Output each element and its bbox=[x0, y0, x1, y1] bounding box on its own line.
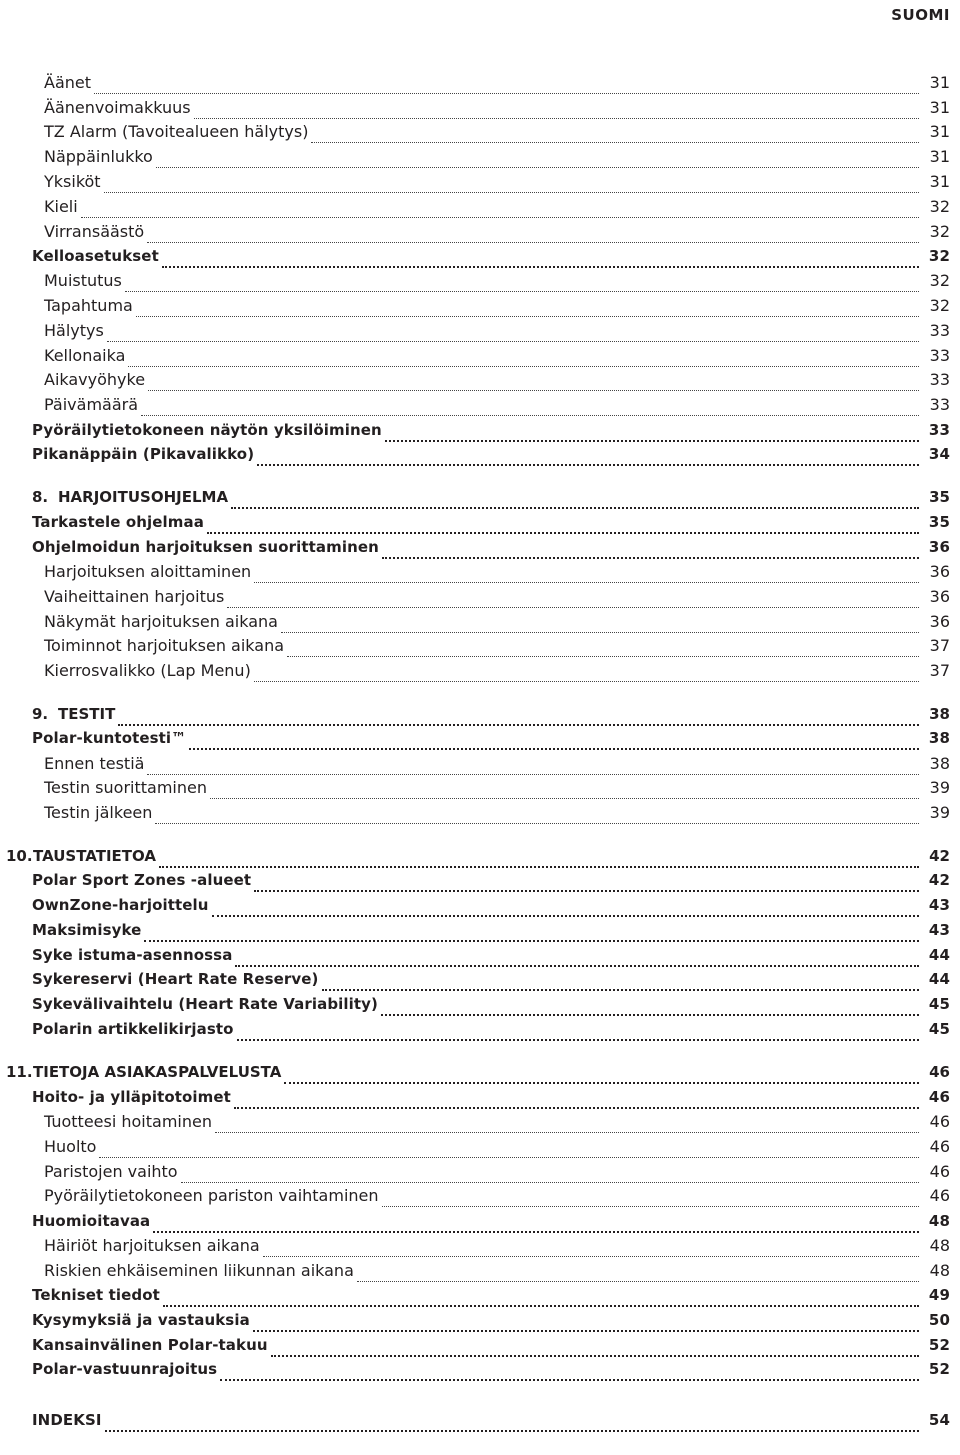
toc-entry[interactable] bbox=[0, 1109, 960, 1134]
toc-page-number: 36 bbox=[928, 537, 950, 556]
toc-page-number: 36 bbox=[929, 562, 950, 582]
toc-dot-leader bbox=[235, 949, 919, 967]
toc-entry-label: Hälytys bbox=[44, 320, 104, 340]
toc-entry[interactable] bbox=[0, 1408, 960, 1433]
toc-page-number: 32 bbox=[929, 271, 950, 291]
toc-entry[interactable] bbox=[0, 120, 960, 145]
toc-entry-label: Huomioitavaa bbox=[32, 1211, 151, 1230]
toc-entry[interactable] bbox=[0, 726, 960, 751]
toc-dot-leader bbox=[181, 1166, 919, 1183]
toc-entry[interactable] bbox=[0, 1357, 960, 1382]
toc-page-number: 32 bbox=[929, 196, 950, 216]
toc-entry-label: Harjoituksen aloittaminen bbox=[44, 562, 252, 582]
toc-entry[interactable] bbox=[0, 293, 960, 318]
toc-entry-label: Virransäästö bbox=[44, 221, 145, 241]
toc-page-number: 33 bbox=[928, 420, 950, 439]
toc-page-number: 46 bbox=[929, 1186, 950, 1206]
toc-page-number: 46 bbox=[929, 1062, 950, 1081]
toc-page-number: 36 bbox=[929, 586, 950, 606]
toc-entry-label: Äänet bbox=[44, 72, 92, 92]
toc-dot-leader bbox=[118, 708, 919, 726]
toc-page-number: 52 bbox=[928, 1335, 950, 1354]
toc-entry[interactable] bbox=[0, 559, 960, 584]
toc-dot-leader bbox=[254, 566, 919, 583]
toc-page-number: 44 bbox=[928, 945, 950, 964]
toc-page-number: 33 bbox=[929, 395, 950, 415]
toc-page-number: 43 bbox=[928, 920, 950, 939]
toc-dot-leader bbox=[220, 1363, 919, 1381]
toc-chapter-number: 10. bbox=[6, 846, 33, 865]
toc-dot-leader bbox=[210, 782, 919, 799]
toc-page-number: 34 bbox=[928, 445, 950, 464]
toc-dot-leader bbox=[163, 1289, 919, 1307]
toc-entry-label: Maksimisyke bbox=[32, 920, 142, 939]
toc-entry-label: Riskien ehkäiseminen liikunnan aikana bbox=[44, 1260, 354, 1280]
toc-dot-leader bbox=[81, 201, 919, 218]
toc-entry[interactable] bbox=[0, 268, 960, 293]
toc-dot-leader bbox=[271, 1339, 919, 1357]
toc-page-number: 38 bbox=[929, 704, 950, 723]
toc-dot-leader bbox=[254, 874, 919, 892]
toc-dot-leader bbox=[94, 77, 919, 94]
toc-page-number: 50 bbox=[928, 1310, 950, 1329]
toc-entry-label: Kansainvälinen Polar-takuu bbox=[32, 1335, 268, 1354]
toc-entry-label: Polar-kuntotesti™ bbox=[32, 729, 187, 748]
table-of-contents bbox=[0, 70, 960, 1433]
toc-dot-leader bbox=[99, 1141, 919, 1158]
toc-dot-leader bbox=[207, 516, 919, 534]
toc-entry[interactable] bbox=[0, 144, 960, 169]
toc-dot-leader bbox=[147, 226, 919, 243]
toc-page-number: 35 bbox=[929, 488, 950, 507]
toc-dot-leader bbox=[162, 250, 919, 268]
toc-entry[interactable] bbox=[0, 942, 960, 967]
toc-dot-leader bbox=[147, 758, 919, 775]
toc-dot-leader bbox=[284, 1066, 919, 1084]
toc-entry-label: TZ Alarm (Tavoitealueen hälytys) bbox=[44, 122, 309, 142]
toc-entry[interactable] bbox=[0, 219, 960, 244]
toc-entry-label: Kellonaika bbox=[44, 345, 126, 365]
toc-entry-label: Polar-vastuunrajoitus bbox=[32, 1360, 218, 1379]
toc-dot-leader bbox=[263, 1240, 919, 1257]
toc-dot-leader bbox=[254, 665, 919, 682]
toc-chapter[interactable] bbox=[0, 1059, 960, 1084]
toc-entry-label: HARJOITUSOHJELMA bbox=[58, 488, 229, 507]
toc-entry-label: Tekniset tiedot bbox=[32, 1286, 160, 1305]
toc-entry-label: Kysymyksiä ja vastauksia bbox=[32, 1310, 250, 1329]
toc-page-number: 46 bbox=[929, 1136, 950, 1156]
toc-page-number: 42 bbox=[929, 846, 950, 865]
toc-dot-leader bbox=[156, 151, 919, 168]
toc-page-number: 36 bbox=[929, 611, 950, 631]
toc-entry[interactable] bbox=[0, 658, 960, 683]
toc-dot-leader bbox=[153, 1215, 919, 1233]
toc-page-number: 48 bbox=[929, 1260, 950, 1280]
toc-entry-label: Syke istuma-asennossa bbox=[32, 945, 233, 964]
toc-entry[interactable] bbox=[0, 800, 960, 825]
toc-entry-label: Ennen testiä bbox=[44, 753, 145, 773]
toc-dot-leader bbox=[322, 973, 919, 991]
toc-page-number: 52 bbox=[928, 1360, 950, 1379]
toc-entry-label: OwnZone-harjoittelu bbox=[32, 896, 209, 915]
toc-entry[interactable] bbox=[0, 1017, 960, 1042]
toc-entry[interactable] bbox=[0, 318, 960, 343]
toc-page-number: 48 bbox=[929, 1235, 950, 1255]
toc-entry[interactable] bbox=[0, 1283, 960, 1308]
toc-entry[interactable] bbox=[0, 776, 960, 801]
toc-page-number: 39 bbox=[929, 778, 950, 798]
toc-page-number: 33 bbox=[929, 370, 950, 390]
toc-page-number: 32 bbox=[928, 246, 950, 265]
toc-dot-leader bbox=[237, 1023, 919, 1041]
toc-dot-leader bbox=[189, 732, 919, 750]
toc-entry-label: Muistutus bbox=[44, 271, 122, 291]
toc-entry-label: Polarin artikkelikirjasto bbox=[32, 1020, 234, 1039]
toc-entry[interactable] bbox=[0, 392, 960, 417]
toc-page-number: 46 bbox=[929, 1111, 950, 1131]
toc-dot-leader bbox=[234, 1091, 919, 1109]
toc-entry[interactable] bbox=[0, 368, 960, 393]
toc-page-number: 33 bbox=[929, 320, 950, 340]
toc-page-number: 37 bbox=[929, 636, 950, 656]
toc-entry-label: Toiminnot harjoituksen aikana bbox=[44, 636, 285, 656]
toc-page-number: 31 bbox=[929, 97, 950, 117]
toc-entry-label: Tapahtuma bbox=[44, 296, 133, 316]
toc-entry-label: Yksiköt bbox=[44, 172, 101, 192]
toc-entry[interactable] bbox=[0, 868, 960, 893]
toc-entry-label: Testin jälkeen bbox=[44, 803, 153, 823]
toc-page-number: 44 bbox=[928, 970, 950, 989]
toc-page-number: 32 bbox=[929, 221, 950, 241]
toc-page-number: 46 bbox=[928, 1087, 950, 1106]
toc-page-number: 37 bbox=[929, 661, 950, 681]
toc-entry[interactable] bbox=[0, 1084, 960, 1109]
toc-entry-label: Tarkastele ohjelmaa bbox=[32, 512, 204, 531]
toc-dot-leader bbox=[311, 126, 919, 143]
toc-entry[interactable] bbox=[0, 1332, 960, 1357]
toc-dot-leader bbox=[141, 399, 919, 416]
toc-dot-leader bbox=[194, 102, 919, 119]
toc-dot-leader bbox=[385, 424, 919, 442]
toc-dot-leader bbox=[159, 850, 919, 868]
toc-entry[interactable] bbox=[0, 1307, 960, 1332]
toc-entry[interactable] bbox=[0, 343, 960, 368]
toc-page-number: 38 bbox=[929, 753, 950, 773]
toc-entry-label: Sykereservi (Heart Rate Reserve) bbox=[32, 970, 319, 989]
toc-entry[interactable] bbox=[0, 95, 960, 120]
toc-dot-leader bbox=[227, 591, 919, 608]
toc-dot-leader bbox=[148, 374, 919, 391]
toc-entry[interactable] bbox=[0, 634, 960, 659]
toc-page-number: 45 bbox=[928, 995, 950, 1014]
toc-dot-leader bbox=[107, 325, 919, 342]
toc-entry[interactable] bbox=[0, 534, 960, 559]
toc-entry-label: Näppäinlukko bbox=[44, 147, 153, 167]
toc-entry-label: Kierrosvalikko (Lap Menu) bbox=[44, 661, 251, 681]
toc-entry-label: Pikanäppäin (Pikavalikko) bbox=[32, 445, 255, 464]
toc-dot-leader bbox=[231, 491, 919, 509]
toc-chapter-number: 9. bbox=[32, 704, 49, 723]
toc-page-number: 42 bbox=[928, 871, 950, 890]
toc-entry[interactable] bbox=[0, 918, 960, 943]
toc-entry-label: Paristojen vaihto bbox=[44, 1161, 178, 1181]
toc-entry[interactable] bbox=[0, 609, 960, 634]
toc-entry-label: Kelloasetukset bbox=[32, 246, 159, 265]
toc-entry[interactable] bbox=[0, 442, 960, 467]
toc-dot-leader bbox=[128, 350, 919, 367]
toc-dot-leader bbox=[144, 924, 919, 942]
toc-entry[interactable] bbox=[0, 1233, 960, 1258]
toc-entry[interactable] bbox=[0, 967, 960, 992]
toc-page-number: 32 bbox=[929, 296, 950, 316]
toc-dot-leader bbox=[382, 541, 919, 559]
toc-entry-label: Kieli bbox=[44, 196, 78, 216]
toc-dot-leader bbox=[105, 1414, 919, 1432]
toc-page-number: 46 bbox=[929, 1161, 950, 1181]
toc-dot-leader bbox=[381, 998, 919, 1016]
toc-entry-label: Häiriöt harjoituksen aikana bbox=[44, 1235, 260, 1255]
toc-entry[interactable] bbox=[0, 1134, 960, 1159]
toc-chapter[interactable] bbox=[0, 485, 960, 510]
toc-entry-label: Huolto bbox=[44, 1136, 97, 1156]
language-header: SUOMI bbox=[891, 6, 950, 24]
toc-entry[interactable] bbox=[0, 1208, 960, 1233]
toc-page-number: 45 bbox=[928, 1020, 950, 1039]
toc-entry-label: TESTIT bbox=[58, 704, 116, 723]
toc-entry[interactable] bbox=[0, 584, 960, 609]
toc-entry-label: Aikavyöhyke bbox=[44, 370, 146, 390]
toc-page-number: 35 bbox=[928, 512, 950, 531]
toc-entry[interactable] bbox=[0, 417, 960, 442]
toc-dot-leader bbox=[125, 275, 919, 292]
toc-dot-leader bbox=[104, 176, 919, 193]
toc-entry-label: Äänenvoimakkuus bbox=[44, 97, 191, 117]
toc-entry[interactable] bbox=[0, 194, 960, 219]
toc-chapter-number: 11. bbox=[6, 1062, 33, 1081]
toc-entry[interactable] bbox=[0, 893, 960, 918]
toc-entry-label: Hoito- ja ylläpitotoimet bbox=[32, 1087, 231, 1106]
toc-entry-label: Polar Sport Zones -alueet bbox=[32, 871, 252, 890]
toc-entry[interactable] bbox=[0, 992, 960, 1017]
toc-dot-leader bbox=[281, 616, 919, 633]
toc-dot-leader bbox=[212, 899, 919, 917]
toc-dot-leader bbox=[287, 640, 919, 657]
toc-entry[interactable] bbox=[0, 169, 960, 194]
toc-entry-label: Vaiheittainen harjoitus bbox=[44, 586, 225, 606]
toc-entry[interactable] bbox=[0, 244, 960, 269]
toc-chapter-number: 8. bbox=[32, 488, 49, 507]
toc-entry[interactable] bbox=[0, 751, 960, 776]
toc-chapter[interactable] bbox=[0, 843, 960, 868]
toc-dot-leader bbox=[136, 300, 919, 317]
toc-entry-label: Testin suorittaminen bbox=[44, 778, 207, 798]
toc-entry[interactable] bbox=[0, 70, 960, 95]
toc-page-number: 38 bbox=[928, 729, 950, 748]
toc-chapter[interactable] bbox=[0, 701, 960, 726]
toc-page-number: 31 bbox=[929, 122, 950, 142]
toc-dot-leader bbox=[257, 448, 919, 466]
toc-entry-label: Tuotteesi hoitaminen bbox=[44, 1111, 212, 1131]
toc-entry-label: TIETOJA ASIAKASPALVELUSTA bbox=[33, 1062, 282, 1081]
toc-entry-label: Sykevälivaihtelu (Heart Rate Variability) bbox=[32, 995, 378, 1014]
toc-dot-leader bbox=[215, 1116, 919, 1133]
toc-entry-label: INDEKSI bbox=[32, 1411, 102, 1430]
toc-page-number: 49 bbox=[928, 1286, 950, 1305]
toc-entry[interactable] bbox=[0, 1183, 960, 1208]
toc-page-number: 31 bbox=[929, 172, 950, 192]
toc-entry-label: Ohjelmoidun harjoituksen suorittaminen bbox=[32, 537, 379, 556]
toc-entry[interactable] bbox=[0, 1258, 960, 1283]
toc-entry-label: Pyöräilytietokoneen näytön yksilöiminen bbox=[32, 420, 382, 439]
toc-dot-leader bbox=[155, 807, 919, 824]
toc-page-number: 33 bbox=[929, 345, 950, 365]
toc-page-number: 48 bbox=[928, 1211, 950, 1230]
toc-entry-label: Pyöräilytietokoneen pariston vaihtaminen bbox=[44, 1186, 379, 1206]
toc-page-number: 31 bbox=[929, 72, 950, 92]
toc-entry-label: Näkymät harjoituksen aikana bbox=[44, 611, 278, 631]
toc-entry[interactable] bbox=[0, 1159, 960, 1184]
toc-page-number: 43 bbox=[928, 896, 950, 915]
toc-page-number: 54 bbox=[928, 1411, 950, 1430]
toc-dot-leader bbox=[382, 1190, 919, 1207]
toc-entry-label: Päivämäärä bbox=[44, 395, 139, 415]
toc-dot-leader bbox=[253, 1314, 919, 1332]
toc-page-number: 31 bbox=[929, 147, 950, 167]
toc-entry-label: TAUSTATIETOA bbox=[33, 846, 156, 865]
toc-entry[interactable] bbox=[0, 510, 960, 535]
toc-dot-leader bbox=[357, 1265, 919, 1282]
toc-page-number: 39 bbox=[929, 803, 950, 823]
